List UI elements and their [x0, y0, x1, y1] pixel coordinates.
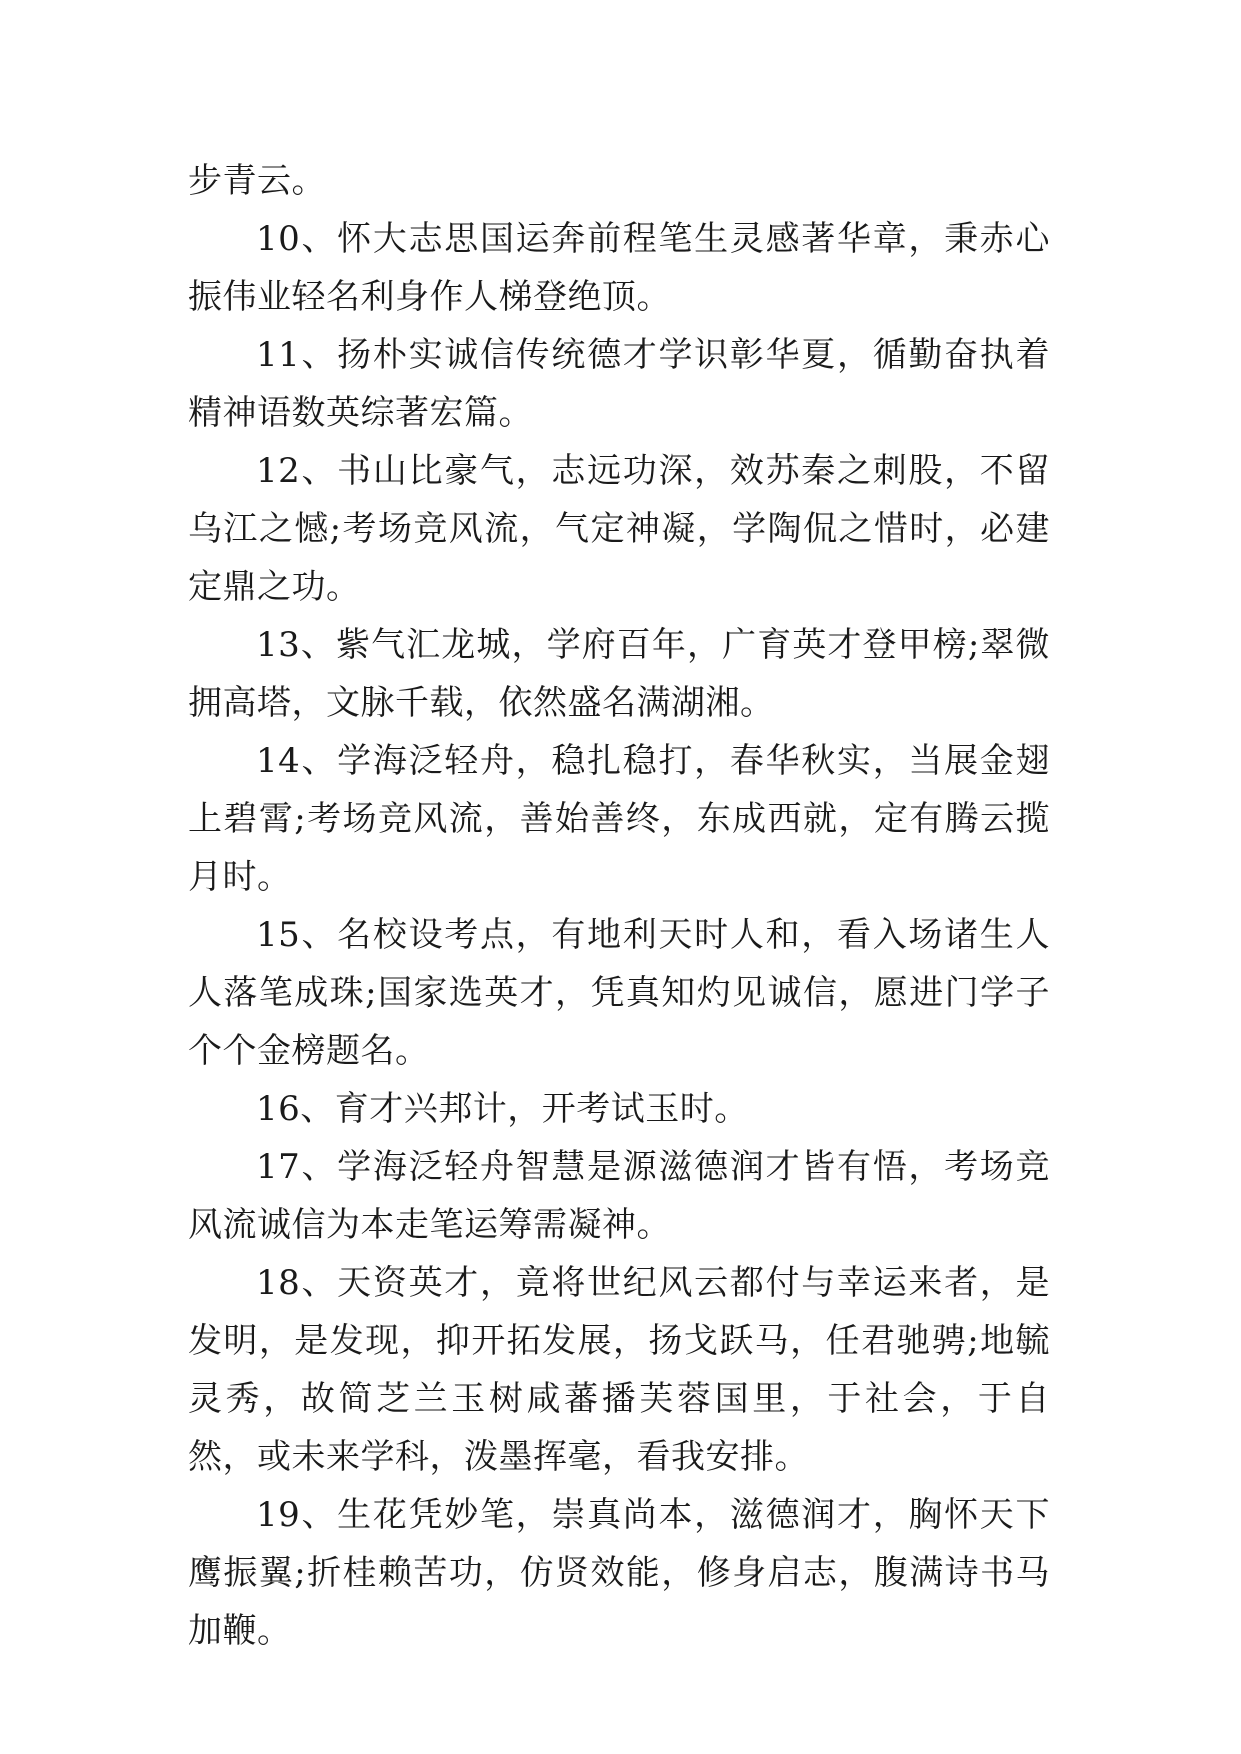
document-body [188, 152, 1050, 1660]
couplet-paragraph-14: 14、学海泛轻舟，稳扎稳打，春华秋实，当展金翅上碧霄;考场竞风流，善始善终，东成西就，定有腾云揽月时。 [188, 741, 1050, 897]
couplet-paragraph-11: 11、扬朴实诚信传统德才学识彰华夏，循勤奋执着精神语数英综著宏篇。 [188, 335, 1050, 433]
couplet-paragraph-12: 12、书山比豪气，志远功深，效苏秦之刺股，不留乌江之憾;考场竞风流，气定神凝，学陶侃之惜时，必建定鼎之功。 [188, 451, 1050, 607]
continuation-paragraph: 步青云。 [188, 161, 326, 201]
couplet-paragraph-13: 13、紫气汇龙城，学府百年，广育英才登甲榜;翠微拥高塔，文脉千载，依然盛名满湖湘。 [188, 625, 1050, 723]
couplet-paragraph-16: 16、育才兴邦计，开考试玉时。 [256, 1089, 749, 1129]
couplet-paragraph-19: 19、生花凭妙笔，崇真尚本，滋德润才，胸怀天下鹰振翼;折桂赖苦功，仿贤效能，修身启志，腹满诗书马加鞭。 [188, 1495, 1050, 1651]
couplet-paragraph-18: 18、天资英才，竟将世纪风云都付与幸运来者，是发明，是发现，抑开拓发展，扬戈跃马，任君驰骋;地毓灵秀，故简芝兰玉树咸蕃播芙蓉国里，于社会，于自然，或未来学科，泼墨挥毫，看我安排。 [188, 1263, 1050, 1477]
couplet-paragraph-17: 17、学海泛轻舟智慧是源滋德润才皆有悟，考场竞风流诚信为本走笔运筹需凝神。 [188, 1147, 1050, 1245]
couplet-paragraph-15: 15、名校设考点，有地利天时人和，看入场诸生人人落笔成珠;国家选英才，凭真知灼见诚信，愿进门学子个个金榜题名。 [188, 915, 1050, 1071]
couplet-paragraph-10: 10、怀大志思国运奔前程笔生灵感著华章，秉赤心振伟业轻名利身作人梯登绝顶。 [188, 219, 1050, 317]
